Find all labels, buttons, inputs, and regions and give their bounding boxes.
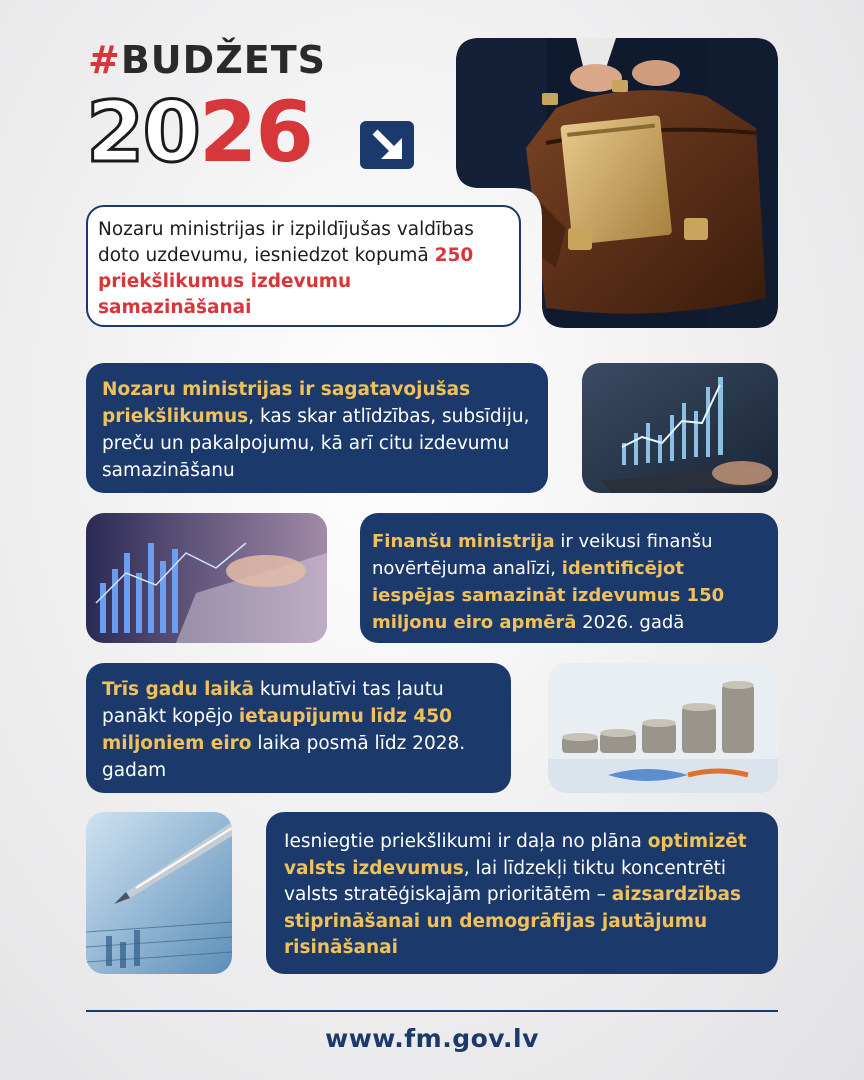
info-card-3	[86, 663, 511, 793]
hash-symbol: #	[88, 38, 121, 82]
coin-stacks-photo	[548, 663, 778, 793]
info-card-1	[86, 363, 548, 493]
card1-text: , kas skar atlīdzības, subsīdiju, preču un pakalpojumu, kā arī citu izdevumu samazināšanu	[102, 406, 530, 481]
card2-text-2: 2026. gadā	[576, 612, 685, 633]
info-card-4	[266, 812, 778, 974]
intro-highlight: 250 priekšlikumus izdevumu samazināšanai	[98, 245, 474, 318]
card2-highlight-2: identificējot iespējas samazināt izdevumus 150 miljonu eiro apmērā	[372, 558, 725, 633]
year-outline-digits: 20	[86, 83, 199, 181]
card4-text-2: , lai līdzekļi tiktu koncentrēti valsts stratēģiskajām prioritātēm –	[284, 857, 727, 905]
intro-card	[86, 205, 521, 327]
hashtag-title	[88, 38, 326, 82]
intro-text: Nozaru ministrijas ir izpildījušas valdības doto uzdevumu, iesniedzot kopumā	[98, 219, 474, 266]
year-title	[86, 83, 312, 181]
keyboard-chart-photo	[86, 513, 327, 643]
card1-highlight: Nozaru ministrijas ir sagatavojušas priekšlikumus	[102, 379, 471, 427]
pen-chart-photo	[86, 812, 232, 974]
card3-text-2: laika posmā līdz 2028. gadam	[102, 733, 466, 781]
card4-highlight-1: optimizēt valsts izdevumus	[284, 831, 747, 879]
card2-text-1: ir veikusi finanšu novērtējuma analīzi,	[372, 531, 713, 579]
footer-divider	[86, 1010, 778, 1012]
hashtag-text: BUDŽETS	[120, 38, 327, 82]
card3-highlight-1: Trīs gadu laikā	[102, 679, 255, 700]
tablet-chart-photo	[582, 363, 778, 493]
card3-highlight-2: ietaupījumu līdz 450 miljoniem eiro	[102, 706, 452, 754]
card4-highlight-2: aizsardzības stiprināšanai un demogrāfijas jautājumu risināšanai	[284, 884, 742, 958]
card4-text-1: Iesniegtie priekšlikumi ir daļa no plāna	[284, 831, 648, 852]
card3-text-1: kumulatīvi tas ļautu panākt kopējo	[102, 679, 444, 727]
arrow-down-right-icon	[360, 121, 414, 169]
year-red-digits: 26	[198, 83, 312, 181]
website-link[interactable]: www.fm.gov.lv	[325, 1024, 539, 1053]
info-card-2	[360, 513, 778, 643]
card2-highlight-1: Finanšu ministrija	[372, 531, 555, 552]
